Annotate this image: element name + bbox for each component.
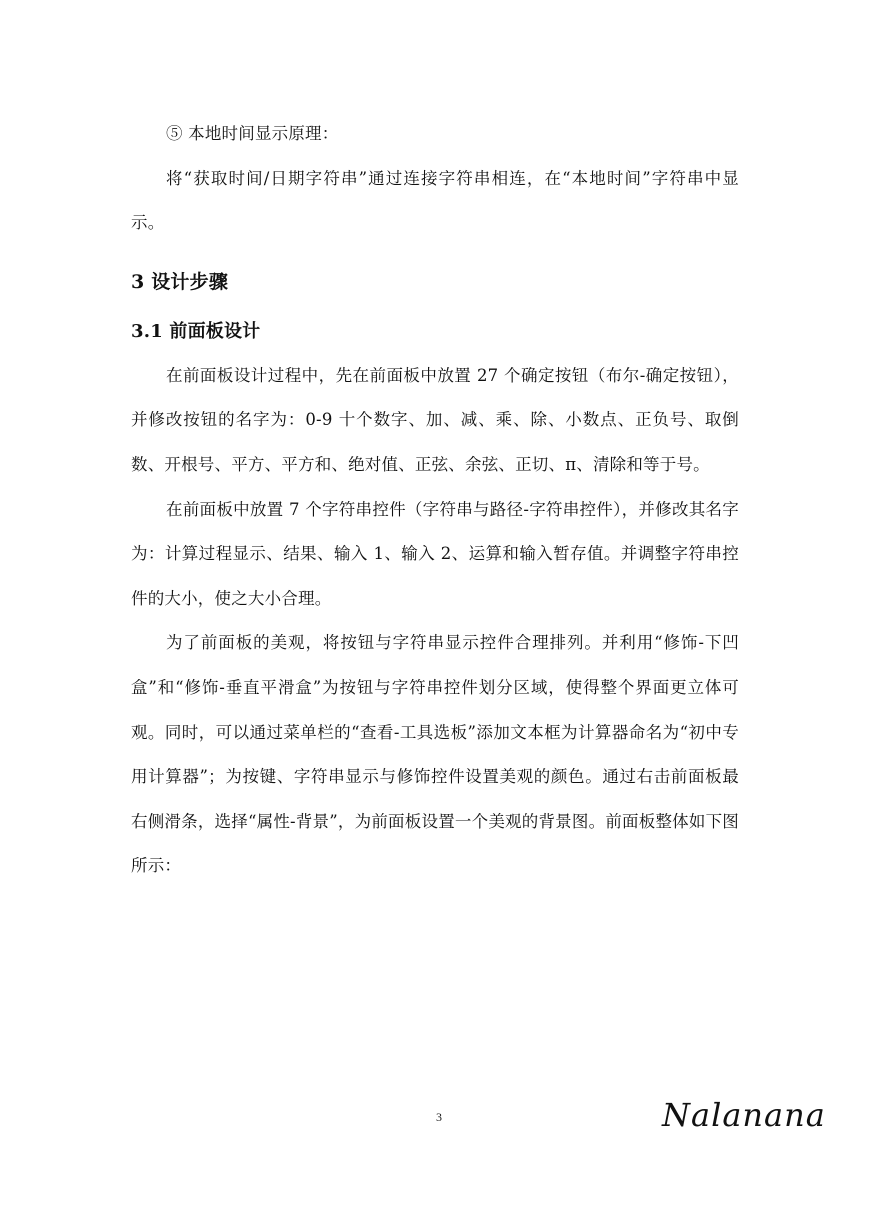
paragraph-buttons: 在前面板设计过程中，先在前面板中放置 27 个确定按钮（布尔-确定按钮），并修改按钮的名字为：0-9 十个数字、加、减、乘、除、小数点、正负号、取倒数、开根号、平方、平方和、绝对值、正弦、余弦、正切、π、清除和等于号。	[131, 365, 739, 474]
paragraph-string-controls: 在前面板中放置 7 个字符串控件（字符串与路径-字符串控件），并修改其名字为：计算过程显示、结果、输入 1、输入 2、运算和输入暂存值。并调整字符串控件的大小，使之大小合理。	[131, 499, 739, 608]
watermark-signature: Nalanana	[662, 1096, 826, 1134]
subsection-heading-front-panel: 3.1 前面板设计	[131, 320, 261, 342]
section-heading-design-steps: 3 设计步骤	[131, 270, 229, 293]
page-number: 3	[436, 1110, 442, 1124]
paragraph-local-time-title: ⑤ 本地时间显示原理：	[166, 124, 339, 143]
paragraph-layout-beautification: 为了前面板的美观，将按钮与字符串显示控件合理排列。并利用“修饰-下凹盒”和“修饰-垂直平滑盒”为按钮与字符串控件划分区域，使得整个界面更立体可观。同时，可以通过菜单栏的“查看-工具选板”添加文本框为计算器命名为“初中专用计算器”；为按键、字符串显示与修饰控件设置美观的颜色。通过右击前面板最右侧滑条，选择“属性-背景”，为前面板设置一个美观的背景图。前面板整体如下图所示：	[131, 633, 739, 876]
page-content	[131, 112, 739, 889]
paragraph-local-time-body: 将“获取时间/日期字符串”通过连接字符串相连，在“本地时间”字符串中显示。	[131, 168, 739, 233]
